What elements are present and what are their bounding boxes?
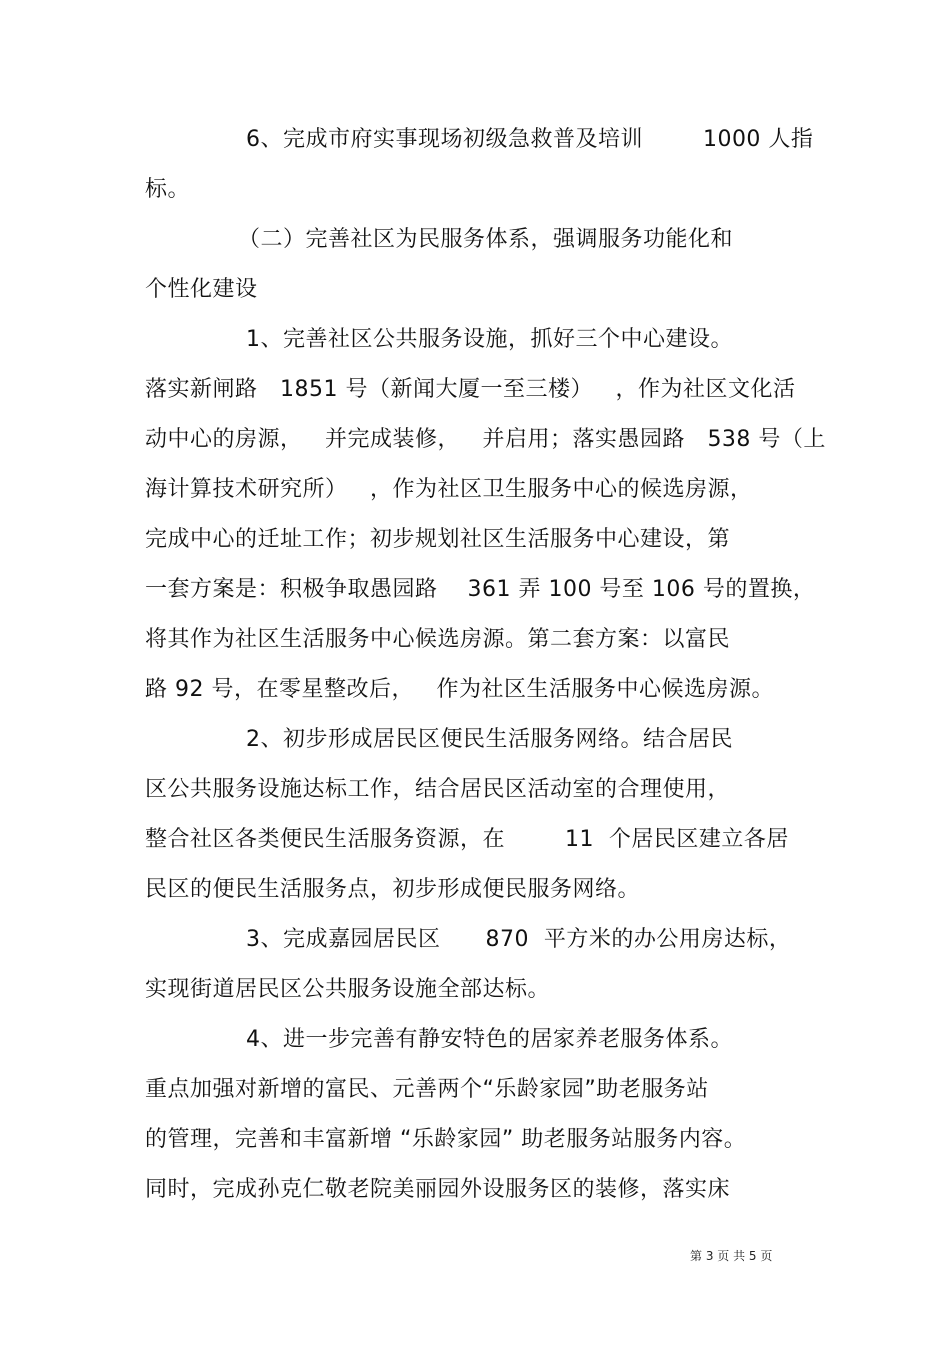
text-line: 落实新闸路 1851 号（新闻大厦一至三楼） ，作为社区文化活 xyxy=(145,377,796,402)
text-line: 6、完成市府实事现场初级急救普及培训 1000 人指 xyxy=(246,127,814,152)
text-line: 完成中心的迁址工作；初步规划社区生活服务中心建设，第 xyxy=(145,527,731,552)
text-line: 1、完善社区公共服务设施，抓好三个中心建设。 xyxy=(246,327,733,352)
text-line: 动中心的房源， 并完成装修， 并启用；落实愚园路 538 号（上 xyxy=(145,427,826,452)
page-number-footer: 第 3 页 共 5 页 xyxy=(690,1249,773,1263)
text-line: 2、初步形成居民区便民生活服务网络。结合居民 xyxy=(246,727,733,752)
text-line: 实现街道居民区公共服务设施全部达标。 xyxy=(145,977,551,1002)
text-line: 区公共服务设施达标工作，结合居民区活动室的合理使用， xyxy=(145,777,731,802)
text-line: 3、完成嘉园居民区 870 平方米的办公用房达标， xyxy=(246,927,792,952)
text-line: 4、进一步完善有静安特色的居家养老服务体系。 xyxy=(246,1027,733,1052)
section-heading-line: 个性化建设 xyxy=(145,277,258,302)
text-line: 整合社区各类便民生活服务资源，在 11 个居民区建立各居 xyxy=(145,827,789,852)
text-line: 民区的便民生活服务点，初步形成便民服务网络。 xyxy=(145,877,641,902)
text-line: 路 92 号，在零星整改后， 作为社区生活服务中心候选房源。 xyxy=(145,677,774,702)
text-line: 标。 xyxy=(145,177,191,202)
text-line: 重点加强对新增的富民、元善两个“乐龄家园”助老服务站 xyxy=(145,1077,709,1102)
text-line: 将其作为社区生活服务中心候选房源。第二套方案：以富民 xyxy=(145,627,731,652)
text-line: 同时，完成孙克仁敬老院美丽园外设服务区的装修，落实床 xyxy=(145,1177,731,1202)
text-line: 的管理，完善和丰富新增 “乐龄家园” 助老服务站服务内容。 xyxy=(145,1127,747,1152)
text-line: 一套方案是：积极争取愚园路 361 弄 100 号至 106 号的置换， xyxy=(145,577,816,602)
section-heading-line: （二）完善社区为民服务体系，强调服务功能化和 xyxy=(238,227,734,252)
text-line: 海计算技术研究所） ，作为社区卫生服务中心的候选房源， xyxy=(145,477,753,502)
